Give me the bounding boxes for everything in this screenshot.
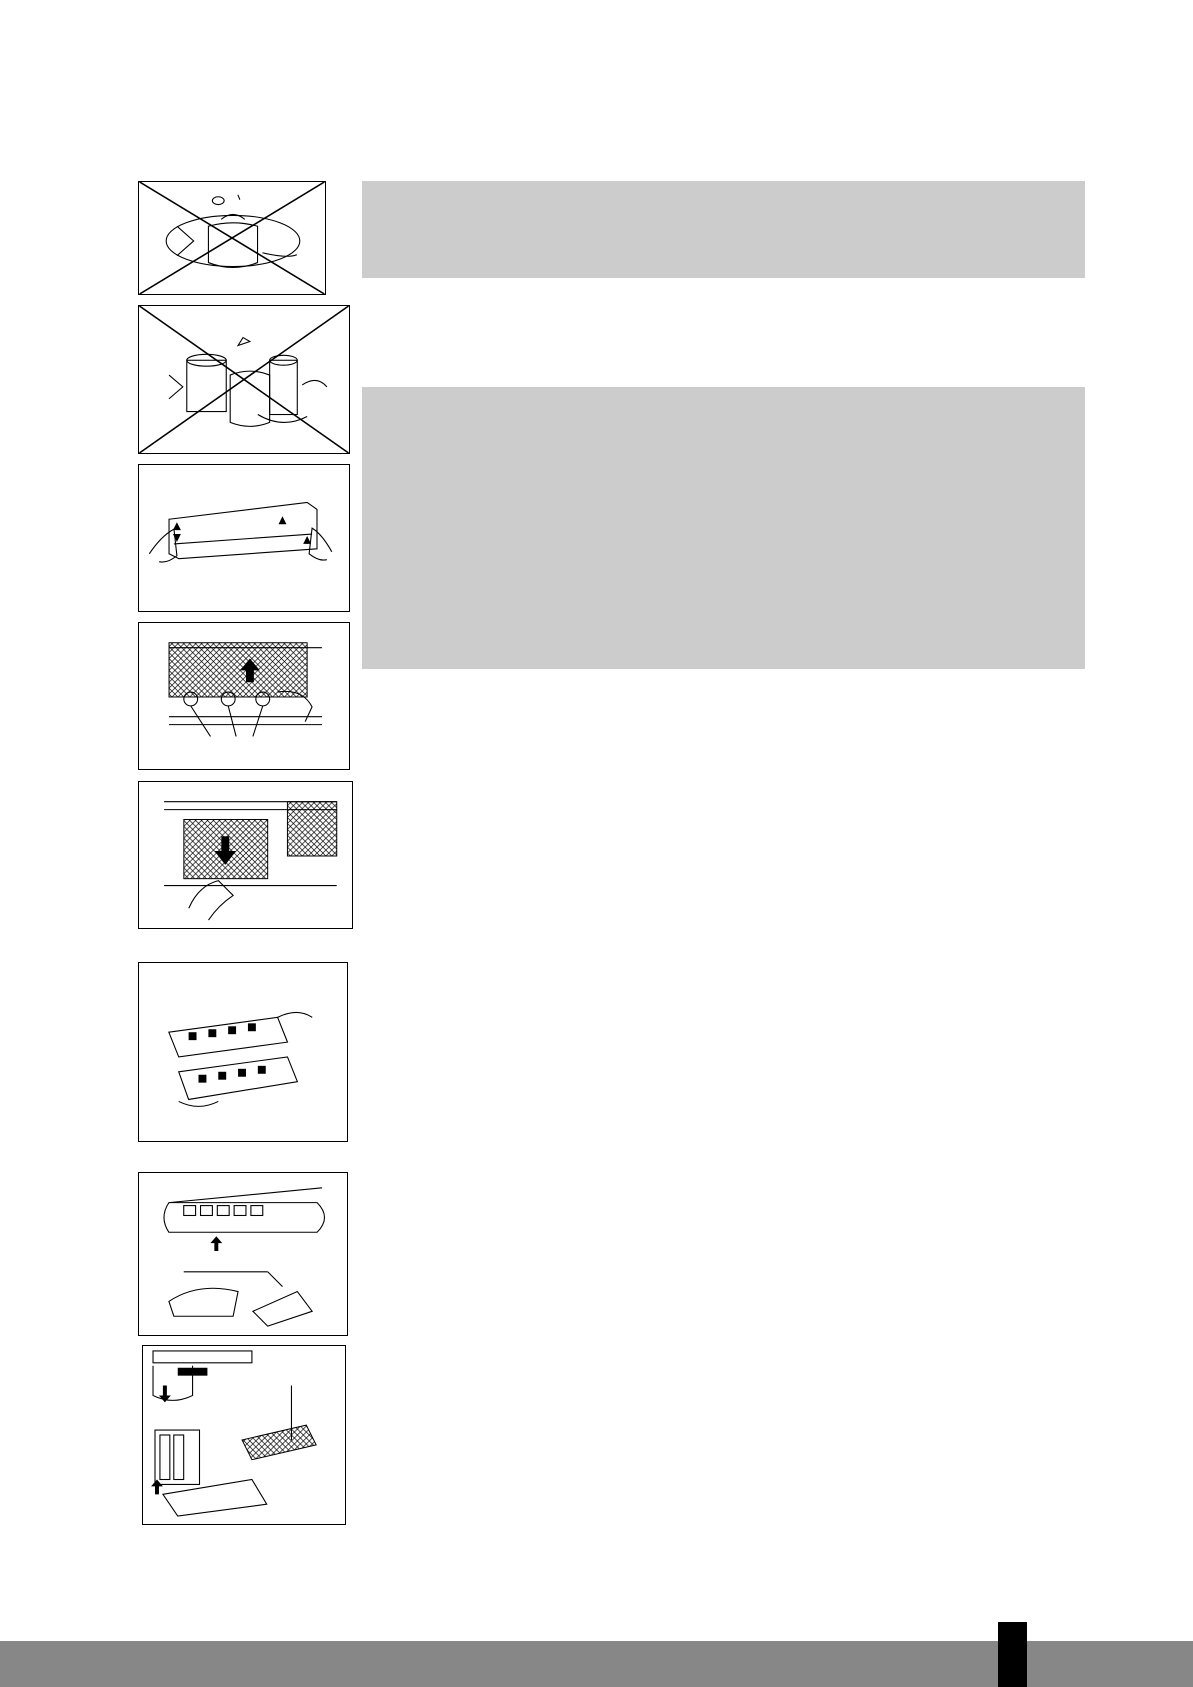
figure-kettle-prohibited bbox=[138, 181, 326, 295]
filter-up-illustration bbox=[139, 623, 349, 769]
figure-chemicals-prohibited bbox=[138, 305, 350, 454]
chemicals-illustration bbox=[139, 306, 349, 453]
figure-clean-filters bbox=[138, 962, 348, 1142]
kettle-illustration bbox=[139, 182, 325, 294]
filter-down-illustration bbox=[139, 782, 352, 928]
page-number-tab bbox=[998, 1622, 1027, 1687]
figure-fit-carbon-filter bbox=[142, 1345, 346, 1525]
figure-remove-frame bbox=[138, 1172, 348, 1336]
remove-frame-illustration bbox=[139, 1173, 347, 1335]
figure-filter-down bbox=[138, 781, 353, 929]
open-panel-illustration bbox=[139, 465, 349, 611]
carbon-filter-illustration bbox=[143, 1346, 345, 1524]
figure-filter-up bbox=[138, 622, 350, 770]
clean-filters-illustration bbox=[139, 963, 347, 1141]
figure-open-panel bbox=[138, 464, 350, 612]
arrow-up-icon bbox=[151, 1480, 163, 1495]
highlight-panel-main bbox=[362, 387, 1085, 669]
highlight-panel-top bbox=[362, 181, 1085, 278]
arrow-up-icon bbox=[210, 1236, 222, 1251]
